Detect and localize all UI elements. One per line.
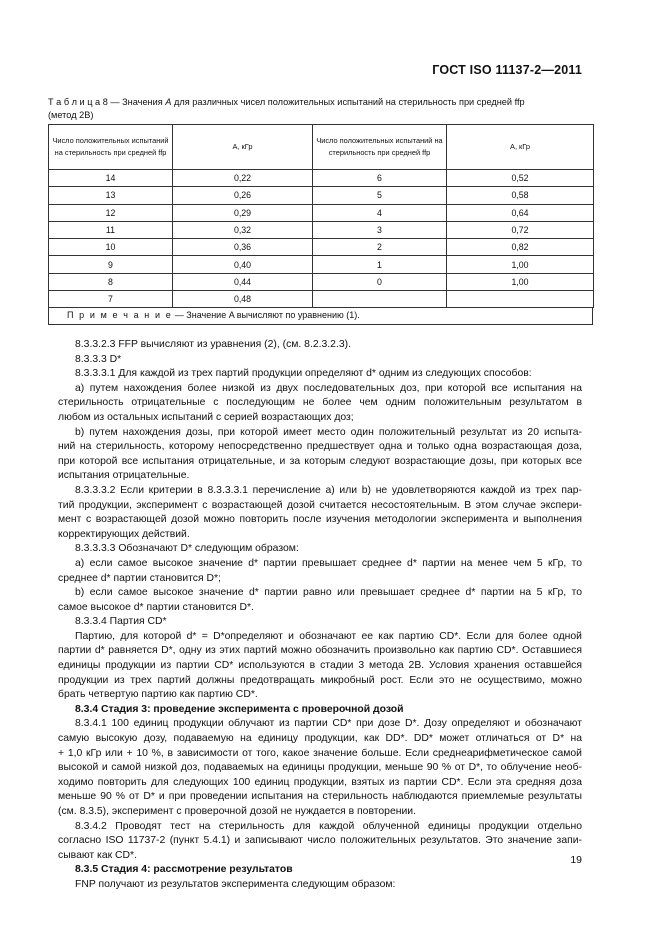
document-header: ГОСТ ISO 11137-2—2011 xyxy=(432,63,582,77)
table-cell: 0,72 xyxy=(447,221,594,238)
paragraph-8-3-3-2-3: 8.3.3.2.3 FFP вычисляют из уравнения (2), (см. 8.2.3.2.3). xyxy=(75,339,351,350)
paragraph-fnp: FNP получают из результатов эксперимента следующим образом: xyxy=(75,878,396,890)
heading-8-3-3-4: 8.3.3.4 Партия CD* xyxy=(75,616,167,628)
page-number: 19 xyxy=(570,854,582,866)
paragraph-item-a: a) путем нахождения более низкой из двух последовательных доз, при которой все испытания на стерильность отрицательные с последующим не более чем одним положительным результатом в любом из остальных испытаний с серией возрастающих доз; xyxy=(58,382,582,423)
table-cell: 0,52 xyxy=(447,170,594,187)
table-caption-label: Т а б л и ц а 8 xyxy=(48,97,108,107)
paragraph-8-3-4-1: 8.3.4.1 100 единиц продукции облучают из партии CD* при дозе D*. Дозу определяют и обозначают самую высокую дозу, подаваемую на единицу продукции, как DD*. DD* может отличаться от D* на + 1,0 кГр или + 10 %, в зависимости от того, какое значение больше. Если среднеарифметическое самой высокой и самой низкой доз, подаваемых на единицы продукции, меньше 90 % от D*, то облучение необ- ходимо повторить для следующих 100 единиц продукции, взятых из партии CD*. Если эта средняя доза меньше 90 % от D* и при проведении испытания на стерильность наблюдаются приемлемые результаты (см. 8.3.5), эксперимент с проверочной дозой не нуждается в повторении. xyxy=(58,718,582,817)
table-cell: 0,40 xyxy=(173,256,313,273)
paragraph-8-3-3-3-3: 8.3.3.3.3 Обозначают D* следующим образом: xyxy=(75,543,299,555)
table-cell: 0,48 xyxy=(173,291,313,308)
table-cell: 12 xyxy=(49,204,173,221)
table-cell: 0,29 xyxy=(173,204,313,221)
table-cell: 1 xyxy=(313,256,447,273)
table-8 xyxy=(48,124,594,308)
col-header-a-right: A, кГр xyxy=(447,125,594,170)
table-cell: 0,58 xyxy=(447,187,594,204)
table-row xyxy=(49,187,594,204)
note-label: П р и м е ч а н и е xyxy=(67,310,173,320)
table-cell: 4 xyxy=(313,204,447,221)
paragraph-8-3-3-3-1: 8.3.3.3.1 Для каждой из трех партий продукции определяют d* одним из следующих способов: xyxy=(75,368,532,380)
table-cell: 0 xyxy=(313,273,447,290)
table-cell: 6 xyxy=(313,170,447,187)
col-header-positives-right: Число положительных испытаний на стерильность при средней ffp xyxy=(313,125,447,170)
table-cell: 0,36 xyxy=(173,239,313,256)
table-cell: 0,32 xyxy=(173,221,313,238)
paragraph-item-c-a: a) если самое высокое значение d* партии превышает среднее d* партии на менее чем 5 кГр, то среднее d* партии становится D*; xyxy=(58,557,582,584)
table-cell: 3 xyxy=(313,221,447,238)
table-cell: 11 xyxy=(49,221,173,238)
paragraph-8-3-4-2: 8.3.4.2 Проводят тест на стерильность для каждой облученной единицы продукции отдельно согласно ISO 11737-2 (пункт 5.4.1) и записывают число положительных результатов. Это значение запи- сывают как CD*. xyxy=(58,820,582,861)
table-row xyxy=(49,256,594,273)
table-cell: 0,82 xyxy=(447,239,594,256)
table-cell: 1,00 xyxy=(447,273,594,290)
table-caption: Т а б л и ц а 8 — Значения A для различных чисел положительных испытаний на стерильность при средней ffp (метод 2В) xyxy=(48,97,525,120)
table-cell: 2 xyxy=(313,239,447,256)
col-header-a-left: A, кГр xyxy=(173,125,313,170)
table-row xyxy=(49,204,594,221)
col-header-positives-left: Число положительных испытаний на стерильность при средней ffp xyxy=(49,125,173,170)
table-cell: 8 xyxy=(49,273,173,290)
heading-8-3-5: 8.3.5 Стадия 4: рассмотрение результатов xyxy=(75,864,293,876)
table-cell: 7 xyxy=(49,291,173,308)
table-note xyxy=(48,307,593,325)
table-cell xyxy=(313,291,447,308)
table-row xyxy=(49,170,594,187)
paragraph-8-3-3-3-2: 8.3.3.3.2 Если критерии в 8.3.3.3.1 перечисление a) или b) не удовлетворяются каждой из трех пар- тий продукции, эксперимент с возрастающей дозой считается несостоятельным. В этом случае экспери- мент с возрастающей дозой можно повторить после изучения методологии эксперимента и выполнения корректирующих действий. xyxy=(58,484,582,540)
table-row xyxy=(49,221,594,238)
table-cell: 10 xyxy=(49,239,173,256)
table-cell: 5 xyxy=(313,187,447,204)
table-row xyxy=(49,291,594,308)
body-text xyxy=(58,338,582,893)
table-cell: 1,00 xyxy=(447,256,594,273)
note-text: — Значение A вычисляют по уравнению (1). xyxy=(172,310,360,320)
paragraph-item-c-b: b) если самое высокое значение d* партии равно или превышает среднее d* партии на 5 кГр, то самое высокое d* партии становится D*. xyxy=(58,587,582,613)
table-cell: 0,64 xyxy=(447,204,594,221)
table-cell xyxy=(447,291,594,308)
table-cell: 0,22 xyxy=(173,170,313,187)
table-cell: 9 xyxy=(49,256,173,273)
heading-8-3-4: 8.3.4 Стадия 3: проведение эксперимента с проверочной дозой xyxy=(75,703,404,715)
heading-8-3-3-3: 8.3.3.3 D* xyxy=(75,353,122,365)
table-cell: 13 xyxy=(49,187,173,204)
table-cell: 0,44 xyxy=(173,273,313,290)
table-row xyxy=(49,239,594,256)
table-cell: 14 xyxy=(49,170,173,187)
table-row xyxy=(49,273,594,290)
paragraph-item-b: b) путем нахождения дозы, при которой имеет место один положительный результат из 20 испыта- ний на стерильность, которому непосредственно предшествует одна и только одна возрастающая доза, при которой все испытания отрицательные, и за которым следуют возрастающие дозы, при которых все испытания отрицательные. xyxy=(58,426,582,482)
table-cell: 0,26 xyxy=(173,187,313,204)
paragraph-batch-cd: Партию, для которой d* = D*определяют и обозначают ее как партию CD*. Если для более одной партии d* равняется D*, одну из этих партий можно обозначить произвольно как партию CD*. Оставшиеся единицы продукции из партии CD* используются в стадии 3 метода 2В. Условия хранения оставшейся продукции из трех партий должны предотвращать микробный рост. Если это не осуществимо, можно брать четвертую партию как партию CD*. xyxy=(58,630,582,701)
table-header-row xyxy=(49,125,594,170)
